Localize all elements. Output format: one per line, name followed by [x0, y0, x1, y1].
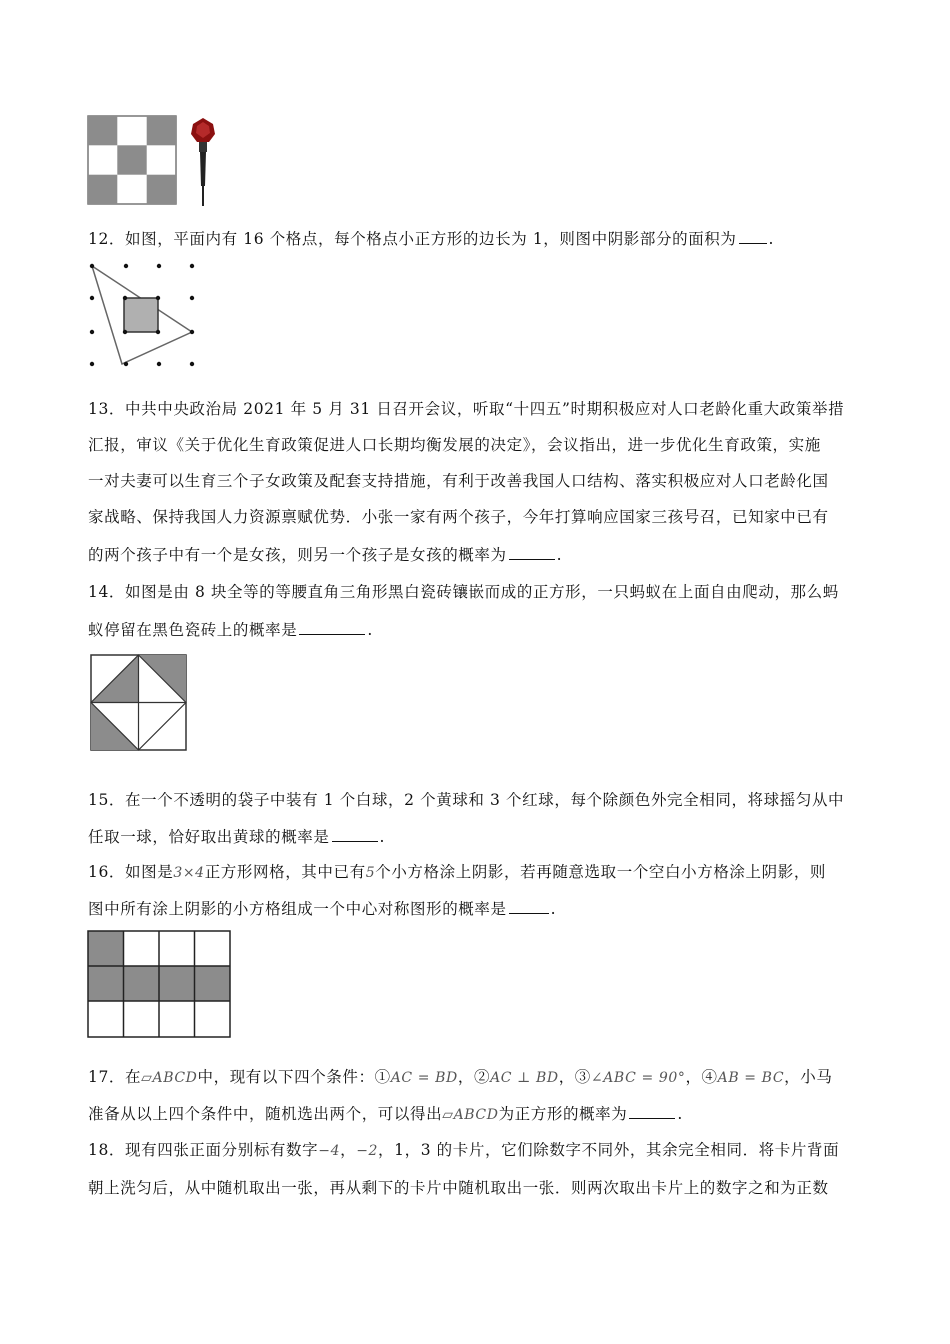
q17-end: . — [677, 1105, 683, 1123]
q17-parallelogram-symbol-2: ▱ — [442, 1107, 454, 1123]
q15-line-1: 15．在一个不透明的袋子中装有 1 个白球，2 个黄球和 3 个红球，每个除颜色外完全相同，将球摇匀从中 — [88, 791, 845, 809]
checkerboard-figure — [88, 116, 180, 206]
q17-quad-2: ABCD — [453, 1107, 499, 1123]
q17-condition-3: ∠ABC = 90° — [590, 1070, 686, 1086]
q17-quad: ABCD — [152, 1070, 198, 1086]
q12-end: . — [768, 230, 775, 248]
q14-line-2-text: 蚁停留在黑色瓷砖上的概率是 — [88, 621, 298, 639]
q16-count: 5 — [365, 865, 376, 881]
q16-end: . — [550, 900, 557, 918]
q18-line-1 — [88, 1140, 839, 1161]
q18-number-1: −4 — [318, 1143, 341, 1159]
q18-rest: ，1，3 的卡片，它们除数字不同外，其余完全相同．将卡片背面 — [378, 1141, 840, 1159]
q14-answer-blank — [299, 620, 365, 635]
q17-sep-3: ，③ — [558, 1068, 591, 1086]
q17-condition-4: AB = BC — [717, 1070, 785, 1086]
q18-pre: 18．现有四张正面分别标有数字 — [88, 1141, 319, 1159]
q13-line-5-text: 的两个孩子中有一个是女孩，则另一个孩子是女孩的概率为 — [88, 546, 507, 564]
q16-post: 个小方格涂上阴影，若再随意选取一个空白小方格涂上阴影，则 — [375, 863, 827, 881]
q14-line-1: 14．如图是由 8 块全等的等腰直角三角形黑白瓷砖镶嵌而成的正方形，一只蚂蚁在上面自由爬动，那么蚂 — [88, 583, 839, 601]
q13-line-5 — [88, 545, 562, 565]
q13-line-2: 汇报，审议《关于优化生育政策促进人口长期均衡发展的决定》，会议指出，进一步优化生育政策，实施 — [88, 436, 821, 454]
dart-icon — [188, 116, 218, 208]
q17-condition-2: AC ⊥ BD — [490, 1070, 559, 1086]
q17-pre: 17．在 — [88, 1068, 142, 1086]
q17-post: ，小马 — [784, 1068, 833, 1086]
q16-pre: 16．如图是 — [88, 863, 174, 881]
q13-end: . — [556, 546, 563, 564]
q18-sep: ， — [340, 1141, 357, 1159]
q16-line-2 — [88, 899, 556, 919]
q17-condition-1: AC = BD — [390, 1070, 458, 1086]
q12-text — [88, 229, 774, 249]
q13-line-3: 一对夫妻可以生育三个子女政策及配套支持措施，有利于改善我国人口结构、落实积极应对人口老龄化国 — [88, 472, 829, 490]
q15-answer-blank — [332, 827, 378, 842]
q13-answer-blank — [509, 545, 555, 560]
lattice-figure — [88, 264, 198, 370]
q17-sep-2: ，② — [457, 1068, 491, 1086]
q15-end: . — [379, 828, 386, 846]
q13-line-1: 13．中共中央政治局 2021 年 5 月 31 日召开会议，听取“十四五”时期积极应对人口老龄化重大政策举措 — [88, 400, 845, 418]
q17-mid: 中，现有以下四个条件：① — [197, 1068, 391, 1086]
tile-square-figure — [90, 654, 188, 752]
q16-mid: 正方形网格，其中已有 — [204, 863, 366, 881]
q13-line-4: 家战略、保持我国人力资源禀赋优势．小张一家有两个孩子，今年打算响应国家三孩号召，已知家中已有 — [88, 508, 829, 526]
q17-line-2 — [88, 1104, 683, 1125]
grid-3x4-figure — [87, 930, 233, 1040]
q12-body: 如图，平面内有 16 个格点，每个格点小正方形的边长为 1，则图中阴影部分的面积为 — [125, 230, 737, 248]
q12-answer-blank — [739, 229, 767, 244]
q17-answer-blank — [629, 1104, 675, 1119]
q15-line-2-text: 任取一球，恰好取出黄球的概率是 — [88, 828, 330, 846]
q12-number: 12． — [88, 230, 126, 248]
q17-parallelogram-symbol: ▱ — [141, 1070, 153, 1086]
q16-grid-expression: 3×4 — [173, 865, 205, 881]
q17-line-2-post: 为正方形的概率为 — [498, 1105, 628, 1123]
q16-answer-blank — [509, 899, 549, 914]
q14-end: . — [367, 621, 373, 639]
q16-line-2-text: 图中所有涂上阴影的小方格组成一个中心对称图形的概率是 — [88, 900, 507, 918]
q17-line-1 — [88, 1067, 832, 1088]
q18-number-2: −2 — [356, 1143, 379, 1159]
q15-line-2 — [88, 827, 385, 847]
q14-line-2 — [88, 620, 373, 640]
q17-sep-4: ，④ — [685, 1068, 718, 1086]
q16-line-1 — [88, 862, 826, 883]
q17-line-2-pre: 准备从以上四个条件中，随机选出两个，可以得出 — [88, 1105, 443, 1123]
q18-line-2: 朝上洗匀后，从中随机取出一张，再从剩下的卡片中随机取出一张．则两次取出卡片上的数字之和为正数 — [88, 1179, 829, 1197]
